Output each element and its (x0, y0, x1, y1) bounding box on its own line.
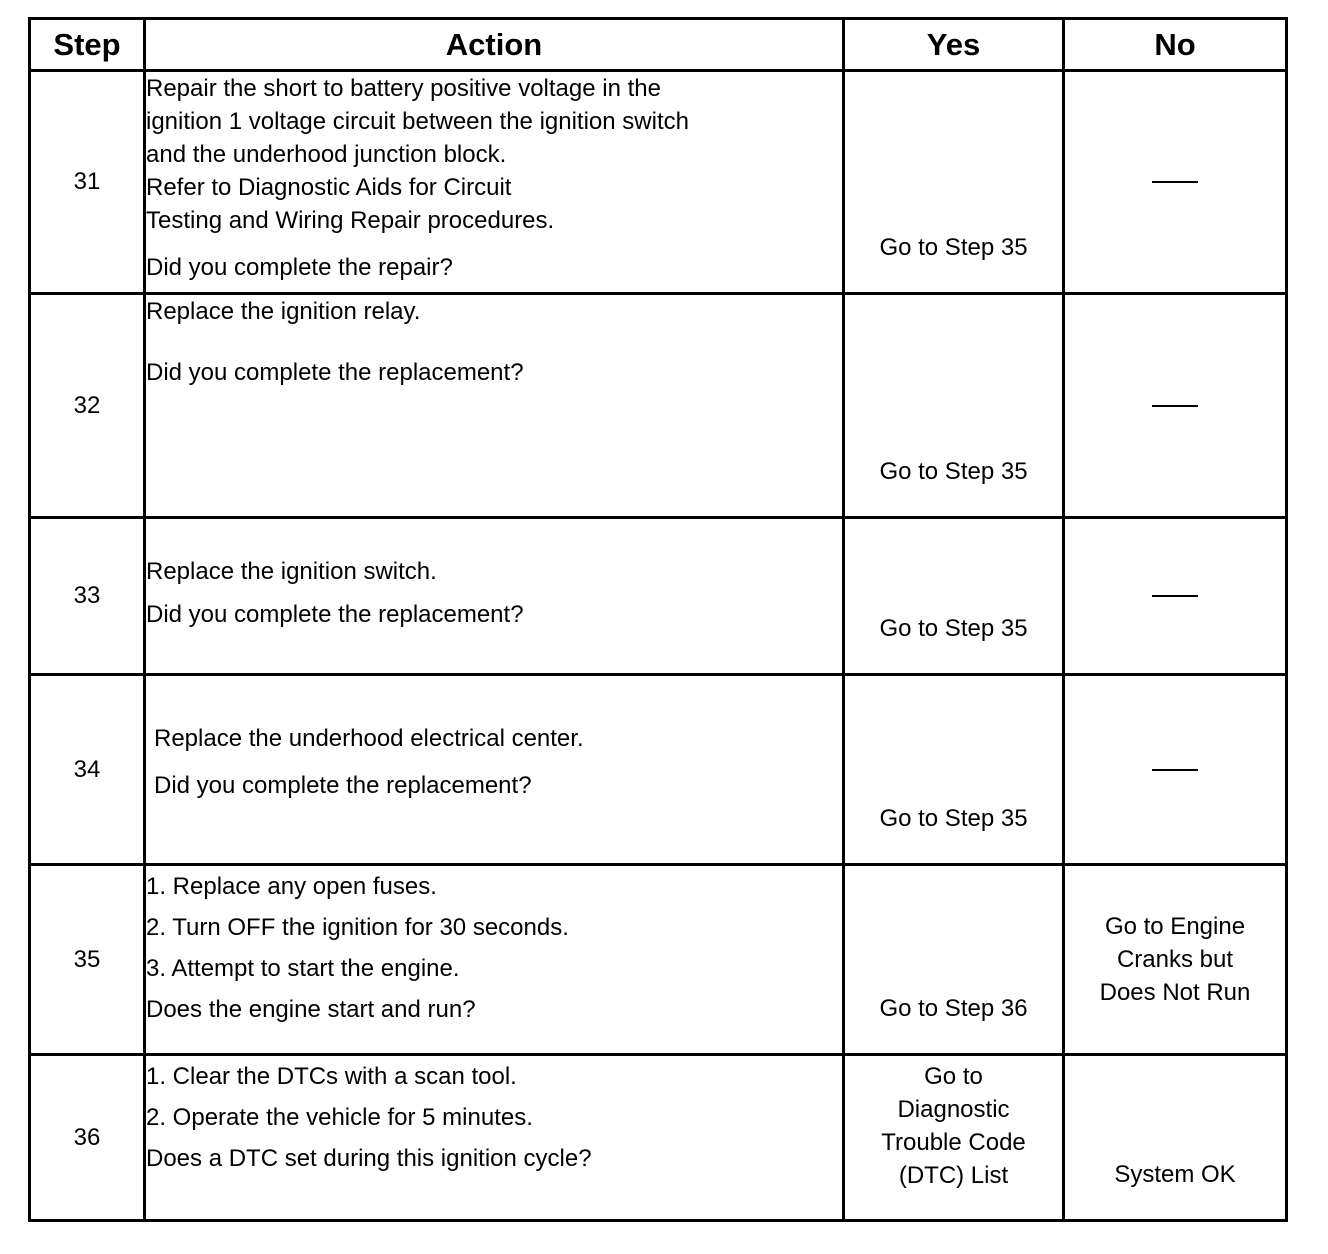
action-line: Replace the underhood electrical center. (154, 725, 584, 752)
no-dash (1152, 769, 1198, 771)
yes-cell (844, 71, 1064, 294)
table-row (30, 294, 1287, 518)
action-question: Did you complete the replacement? (154, 772, 532, 799)
action-question: Does a DTC set during this ignition cycle? (146, 1145, 592, 1172)
action-question: Did you complete the repair? (146, 254, 453, 281)
action-line: Replace the ignition relay. (146, 298, 421, 325)
table-row (30, 1055, 1287, 1221)
header-action: Action (145, 19, 844, 71)
header-row (30, 19, 1287, 71)
action-cell (145, 294, 844, 518)
no-text-line: Go to Engine (1104, 913, 1246, 940)
step-number: 34 (30, 675, 145, 865)
yes-text: Go to Step 36 (879, 995, 1028, 1022)
yes-text-line: Diagnostic (897, 1096, 1010, 1123)
action-line: 1. Clear the DTCs with a scan tool. (146, 1063, 517, 1090)
action-line: Repair the short to battery positive voltage in the (146, 75, 661, 102)
action-line: and the underhood junction block. (146, 141, 507, 168)
table-row (30, 675, 1287, 865)
step-number: 36 (30, 1055, 145, 1221)
no-dash (1152, 181, 1198, 183)
action-question: Does the engine start and run? (146, 996, 476, 1023)
step-number: 35 (30, 865, 145, 1055)
step-number: 33 (30, 518, 145, 675)
header-step: Step (30, 19, 145, 71)
no-cell (1064, 518, 1287, 675)
yes-text-line: Go to (924, 1063, 983, 1090)
header-no: No (1064, 19, 1287, 71)
yes-text: Go to Step 35 (879, 234, 1028, 261)
no-cell (1064, 865, 1287, 1055)
yes-text-stack (845, 1060, 1062, 1192)
yes-text-line: Trouble Code (881, 1129, 1026, 1156)
header-yes: Yes (844, 19, 1064, 71)
action-cell (145, 518, 844, 675)
yes-text: Go to Step 35 (879, 615, 1028, 642)
yes-text: Go to Step 35 (879, 805, 1028, 832)
no-text-line: Cranks but (1116, 946, 1234, 973)
action-cell (145, 1055, 844, 1221)
action-line: Refer to Diagnostic Aids for Circuit (146, 174, 512, 201)
no-text-line: Does Not Run (1099, 979, 1251, 1006)
action-line: Replace the ignition switch. (146, 558, 437, 585)
no-dash (1152, 405, 1198, 407)
action-question: Did you complete the replacement? (146, 359, 524, 386)
no-cell (1064, 1055, 1287, 1221)
yes-cell (844, 1055, 1064, 1221)
yes-cell (844, 865, 1064, 1055)
table-row (30, 518, 1287, 675)
no-text: System OK (1114, 1161, 1236, 1188)
action-cell (145, 865, 844, 1055)
no-cell (1064, 294, 1287, 518)
yes-cell (844, 675, 1064, 865)
action-line: 1. Replace any open fuses. (146, 873, 437, 900)
yes-text: Go to Step 35 (879, 458, 1028, 485)
yes-cell (844, 294, 1064, 518)
action-cell (145, 71, 844, 294)
action-cell (145, 675, 844, 865)
action-line: ignition 1 voltage circuit between the ignition switch (146, 108, 689, 135)
action-line: 2. Operate the vehicle for 5 minutes. (146, 1104, 533, 1131)
no-dash (1152, 595, 1198, 597)
table-row (30, 71, 1287, 294)
step-number: 31 (30, 71, 145, 294)
action-line: Testing and Wiring Repair procedures. (146, 207, 555, 234)
yes-cell (844, 518, 1064, 675)
no-cell (1064, 675, 1287, 865)
action-line: 3. Attempt to start the engine. (146, 955, 460, 982)
action-question: Did you complete the replacement? (146, 601, 524, 628)
action-line: 2. Turn OFF the ignition for 30 seconds. (146, 914, 569, 941)
yes-text-line: (DTC) List (898, 1162, 1009, 1189)
no-cell (1064, 71, 1287, 294)
table-row (30, 865, 1287, 1055)
step-number: 32 (30, 294, 145, 518)
diagnostic-table (28, 17, 1288, 1222)
